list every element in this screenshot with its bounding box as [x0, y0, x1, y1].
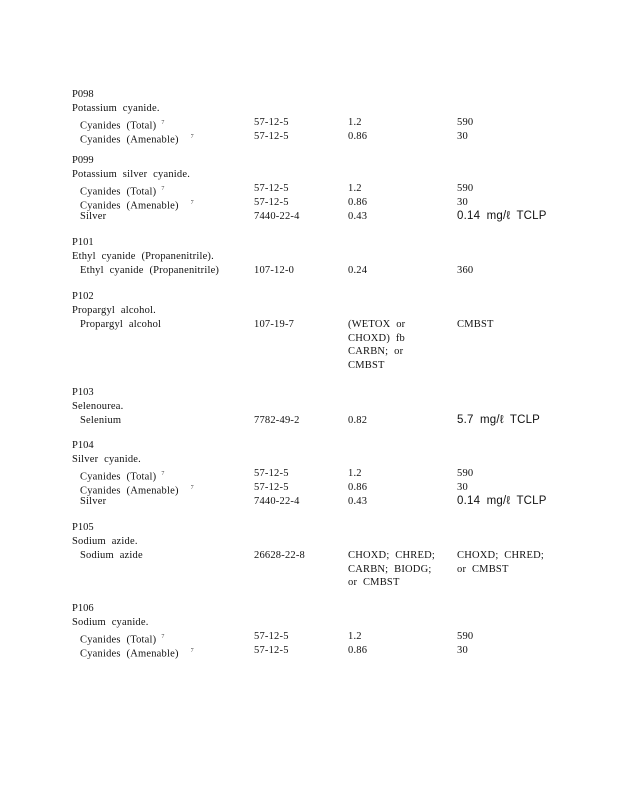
- table-row: [72, 644, 572, 658]
- constituent-name: Cyanides (Amenable): [80, 200, 179, 212]
- nonwastewater-standard: 360: [457, 265, 474, 276]
- constituent-name: Cyanides (Amenable): [80, 648, 179, 660]
- constituent-name: Sodium azide: [80, 550, 143, 561]
- footnote-ref: 7: [190, 485, 194, 491]
- constituent-name: Cyanides (Total): [80, 634, 157, 646]
- waste-name: Potassium silver cyanide.: [72, 169, 191, 180]
- cas-number: 57-12-5: [254, 197, 289, 208]
- constituent-name: Ethyl cyanide (Propanenitrile): [80, 265, 220, 276]
- table-row: [72, 116, 572, 130]
- footnote-ref: 7: [190, 648, 194, 654]
- constituent-name: Silver: [80, 211, 107, 222]
- table-row: [72, 130, 572, 144]
- wastewater-standard: (WETOX or CHOXD) fb CARBN; or CMBST: [348, 319, 406, 371]
- nonwastewater-standard: CMBST: [457, 319, 494, 330]
- waste-name: Ethyl cyanide (Propanenitrile).: [72, 251, 214, 262]
- wastewater-standard: 1.2: [348, 117, 362, 128]
- cas-number: 57-12-5: [254, 645, 289, 656]
- waste-entry-p101: [72, 236, 572, 278]
- waste-name: Sodium cyanide.: [72, 617, 149, 628]
- nonwastewater-standard: 590: [457, 468, 474, 479]
- waste-code: P105: [72, 522, 94, 533]
- cas-number: 107-19-7: [254, 319, 295, 330]
- table-row: [72, 414, 572, 428]
- table-row: [72, 467, 572, 481]
- cas-number: 57-12-5: [254, 117, 289, 128]
- table-row: [72, 196, 572, 210]
- table-row: [72, 318, 572, 374]
- waste-entry-p103: [72, 386, 572, 428]
- waste-entry-p102: [72, 290, 572, 374]
- waste-name: Potassium cyanide.: [72, 103, 160, 114]
- nonwastewater-standard: 5.7 mg/ℓ TCLP: [457, 414, 541, 426]
- footnote-ref: 7: [161, 634, 165, 640]
- waste-code: P098: [72, 89, 94, 100]
- waste-code: P104: [72, 440, 94, 451]
- cas-number: 107-12-0: [254, 265, 295, 276]
- waste-name: Sodium azide.: [72, 536, 138, 547]
- waste-code: P106: [72, 603, 94, 614]
- nonwastewater-standard: 0.14 mg/ℓ TCLP: [457, 210, 547, 222]
- table-row: [72, 481, 572, 495]
- wastewater-standard: 0.86: [348, 645, 368, 656]
- nonwastewater-standard: 30: [457, 197, 468, 208]
- waste-name: Selenourea.: [72, 401, 124, 412]
- wastewater-standard: 0.86: [348, 197, 368, 208]
- nonwastewater-standard: 590: [457, 183, 474, 194]
- constituent-name: Cyanides (Amenable): [80, 134, 179, 146]
- wastewater-standard: 1.2: [348, 468, 362, 479]
- footnote-ref: 7: [190, 134, 194, 140]
- wastewater-standard: 0.43: [348, 211, 368, 222]
- cas-number: 57-12-5: [254, 631, 289, 642]
- constituent-name: Propargyl alcohol: [80, 319, 162, 330]
- waste-code: P101: [72, 237, 94, 248]
- cas-number: 26628-22-8: [254, 550, 305, 561]
- waste-name: Propargyl alcohol.: [72, 305, 156, 316]
- nonwastewater-standard: 30: [457, 482, 468, 493]
- constituent-name: Cyanides (Amenable): [80, 485, 179, 497]
- wastewater-standard: 1.2: [348, 183, 362, 194]
- wastewater-standard: 0.82: [348, 415, 368, 426]
- nonwastewater-standard: CHOXD; CHRED; or CMBST: [457, 550, 544, 575]
- nonwastewater-standard: 0.14 mg/ℓ TCLP: [457, 495, 547, 507]
- table-row: [72, 182, 572, 196]
- footnote-ref: 7: [190, 200, 194, 206]
- wastewater-standard: 0.24: [348, 265, 368, 276]
- waste-entry-p106: [72, 602, 572, 658]
- wastewater-standard: 0.86: [348, 482, 368, 493]
- constituent-name: Cyanides (Total): [80, 471, 157, 483]
- cas-number: 7440-22-4: [254, 211, 300, 222]
- cas-number: 7440-22-4: [254, 496, 300, 507]
- nonwastewater-standard: 30: [457, 645, 468, 656]
- footnote-ref: 7: [161, 186, 165, 192]
- nonwastewater-standard: 590: [457, 631, 474, 642]
- cas-number: 57-12-5: [254, 183, 289, 194]
- wastewater-standard: 0.43: [348, 496, 368, 507]
- constituent-name: Silver: [80, 496, 107, 507]
- table-row: [72, 630, 572, 644]
- waste-code: P099: [72, 155, 94, 166]
- table-row: [72, 264, 572, 278]
- cas-number: 57-12-5: [254, 131, 289, 142]
- waste-entry-p098: [72, 88, 572, 144]
- cas-number: 57-12-5: [254, 482, 289, 493]
- constituent-name: Selenium: [80, 415, 122, 426]
- constituent-name: Cyanides (Total): [80, 186, 157, 198]
- footnote-ref: 7: [161, 120, 165, 126]
- waste-entry-p104: [72, 439, 572, 509]
- waste-code: P103: [72, 387, 94, 398]
- table-row: [72, 210, 572, 224]
- cas-number: 57-12-5: [254, 468, 289, 479]
- table-row: [72, 495, 572, 509]
- footnote-ref: 7: [161, 471, 165, 477]
- constituent-name: Cyanides (Total): [80, 120, 157, 132]
- waste-entry-p099: [72, 154, 572, 224]
- nonwastewater-standard: 590: [457, 117, 474, 128]
- table-row: [72, 549, 572, 593]
- cas-number: 7782-49-2: [254, 415, 300, 426]
- wastewater-standard: 1.2: [348, 631, 362, 642]
- waste-entry-p105: [72, 521, 572, 593]
- nonwastewater-standard: 30: [457, 131, 468, 142]
- wastewater-standard: 0.86: [348, 131, 368, 142]
- waste-code: P102: [72, 291, 94, 302]
- waste-name: Silver cyanide.: [72, 454, 141, 465]
- wastewater-standard: CHOXD; CHRED; CARBN; BIODG; or CMBST: [348, 550, 435, 588]
